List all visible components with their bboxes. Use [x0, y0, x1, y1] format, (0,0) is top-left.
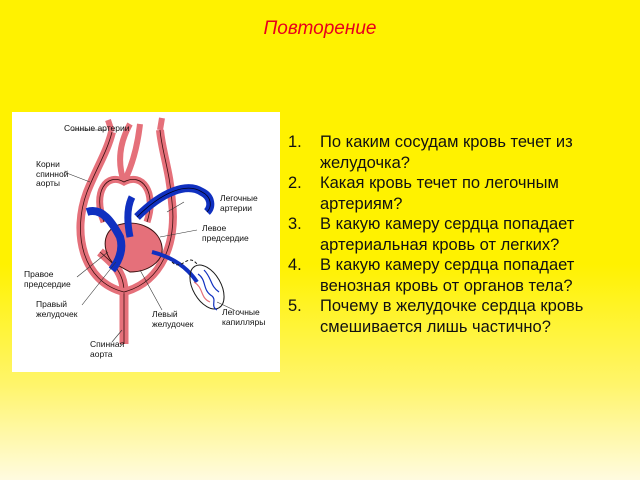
question-number: 4. — [288, 256, 302, 274]
question-text: По каким сосудам кровь течет из желудочка? — [320, 133, 573, 172]
question-number: 3. — [288, 215, 302, 233]
circulatory-diagram — [12, 112, 280, 372]
label-dorsal-aorta-roots: Корни спинной аорты — [36, 159, 69, 188]
questions-list — [288, 132, 633, 337]
label-right-atrium: Правое предсердие — [24, 269, 71, 289]
question-text: Почему в желудочке сердца кровь смешивается лишь частично? — [320, 297, 584, 336]
label-pulmonary-arteries: Легочные артерии — [220, 193, 258, 213]
question-text: В какую камеру сердца попадает венозная кровь от органов тела? — [320, 256, 575, 295]
label-right-ventricle: Правый желудочек — [36, 299, 78, 319]
label-lung-capillaries: Легочные капилляры — [222, 307, 266, 327]
question-item — [288, 214, 633, 255]
label-left-ventricle: Левый желудочек — [152, 309, 194, 329]
label-left-atrium: Левое предсердие — [202, 223, 249, 243]
slide-title: Повторение — [263, 18, 377, 39]
question-item — [288, 173, 633, 214]
label-dorsal-aorta: Спинная аорта — [90, 339, 125, 359]
question-item — [288, 132, 633, 173]
question-number: 5. — [288, 297, 302, 315]
question-number: 2. — [288, 174, 302, 192]
question-text: Какая кровь течет по легочным артериям? — [320, 174, 559, 213]
label-carotid-arteries: Сонные артерии — [64, 123, 130, 133]
question-text: В какую камеру сердца попадает артериальная кровь от легких? — [320, 215, 575, 254]
question-item — [288, 255, 633, 296]
question-number: 1. — [288, 133, 302, 151]
question-item — [288, 296, 633, 337]
